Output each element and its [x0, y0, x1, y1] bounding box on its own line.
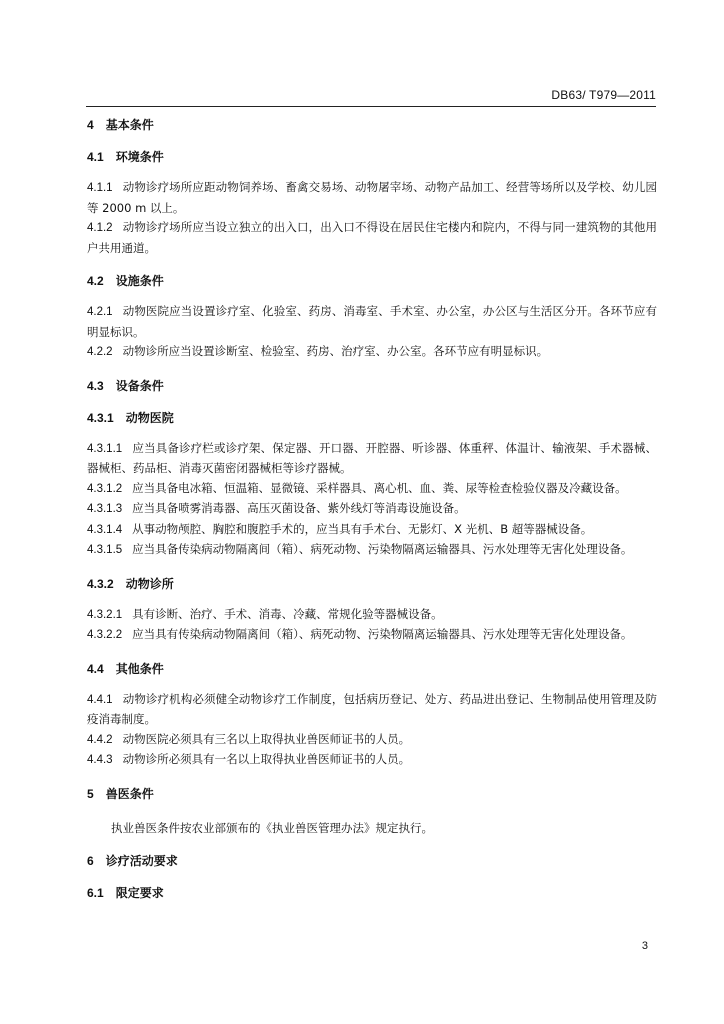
heading-4-1: 4.1 环境条件	[87, 150, 164, 164]
heading-4-3-2: 4.3.2 动物诊所	[87, 576, 174, 591]
heading-4-4: 4.4 其他条件	[87, 661, 164, 676]
clause-4-4-2: 4.4.2 动物医院必须具有三名以上取得执业兽医师证书的人员。	[87, 731, 411, 746]
clause-4-3-1-4: 4.3.1.4 从事动物颅腔、胸腔和腹腔手术的，应当具有手术台、无影灯、X 光机、B 超等器械设备。	[87, 521, 593, 536]
clause-4-3-1-3: 4.3.1.3 应当具备喷雾消毒器、高压灭菌设备、紫外线灯等消毒设施设备。	[87, 501, 466, 515]
heading-5: 5 兽医条件	[87, 786, 154, 801]
clause-4-4-1: 4.4.1 动物诊疗机构必须健全动物诊疗工作制度，包括病历登记、处方、药品进出登记、生物制品使用管理及防疫消毒制度。	[87, 691, 657, 726]
clause-4-1-2: 4.1.2 动物诊疗场所应当设立独立的出入口，出入口不得设在居民住宅楼内和院内，不得与同一建筑物的其他用户共用通道。	[87, 220, 657, 255]
clause-4-3-2-1: 4.3.2.1 具有诊断、治疗、手术、消毒、冷藏、常规化验等器械设备。	[87, 606, 443, 621]
heading-6-1: 6.1 限定要求	[87, 886, 164, 900]
clause-4-3-1-2: 4.3.1.2 应当具备电冰箱、恒温箱、显微镜、采样器具、离心机、血、粪、尿等检查检验仪器及冷藏设备。	[87, 480, 627, 495]
heading-4-3: 4.3 设备条件	[87, 378, 164, 393]
page-number: 3	[641, 940, 648, 952]
clause-4-2-2: 4.2.2 动物诊所应当设置诊断室、检验室、药房、治疗室、办公室。各环节应有明显标识。	[87, 344, 549, 358]
clause-4-1-1: 4.1.1 动物诊疗场所应距动物饲养场、畜禽交易场、动物屠宰场、动物产品加工、经营等场所以及学校、幼儿园等 2000 m 以上。	[87, 180, 657, 215]
clause-4-3-1-1: 4.3.1.1 应当具备诊疗栏或诊疗架、保定器、开口器、开腔器、听诊器、体重秤、体温计、输液架、手术器械、器械柜、药品柜、消毒灭菌密闭器械柜等诊疗器械。	[87, 440, 657, 475]
section-5-text: 执业兽医条件按农业部颁布的《执业兽医管理办法》规定执行。	[111, 820, 433, 835]
document-body	[87, 116, 657, 914]
clause-4-2-1: 4.2.1 动物医院应当设置诊疗室、化验室、药房、消毒室、手术室、办公室，办公区与生活区分开。各环节应有明显标识。	[87, 304, 657, 339]
header-rule	[86, 106, 656, 107]
clause-4-3-1-5: 4.3.1.5 应当具备传染病动物隔离间（箱）、病死动物、污染物隔离运输器具、污水处理等无害化处理设备。	[87, 542, 633, 556]
heading-4-3-1: 4.3.1 动物医院	[87, 410, 174, 425]
heading-4-2: 4.2 设施条件	[87, 274, 164, 288]
heading-6: 6 诊疗活动要求	[87, 854, 178, 868]
heading-4: 4 基本条件	[87, 118, 154, 132]
clause-4-3-2-2: 4.3.2.2 应当具有传染病动物隔离间（箱）、病死动物、污染物隔离运输器具、污水处理等无害化处理设备。	[87, 627, 633, 641]
standard-code: DB63/ T979—2011	[551, 88, 656, 102]
clause-4-4-3: 4.4.3 动物诊所必须具有一名以上取得执业兽医师证书的人员。	[87, 752, 411, 766]
